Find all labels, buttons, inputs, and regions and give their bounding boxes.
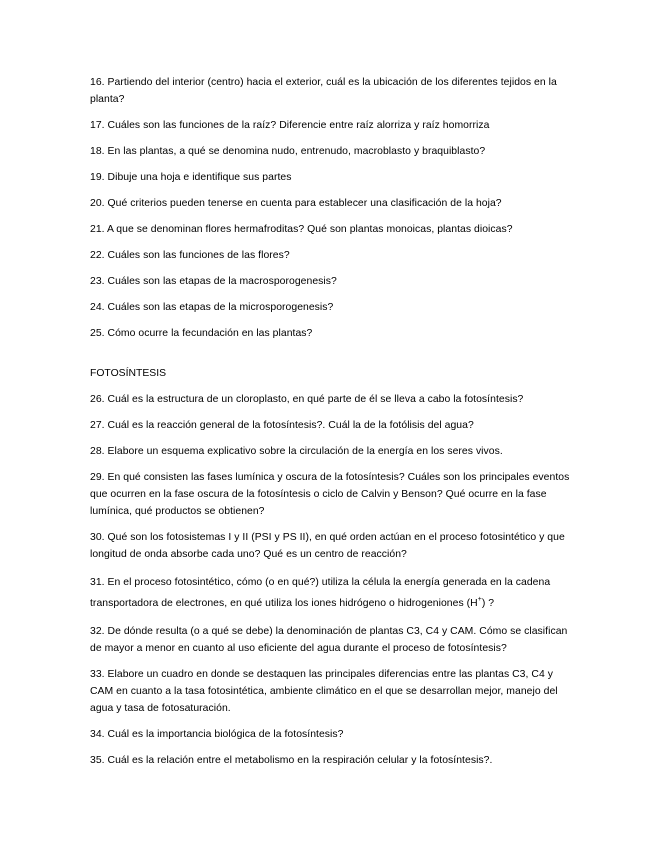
question-19: 19. Dibuje una hoja e identifique sus partes bbox=[90, 172, 292, 183]
question-22: 22. Cuáles son las funciones de las flores? bbox=[90, 250, 290, 261]
section-title-fotosintesis: FOTOSÍNTESIS bbox=[90, 368, 167, 379]
question-26: 26. Cuál es la estructura de un cloroplasto, en qué parte de él se lleva a cabo la fotosíntesis? bbox=[90, 394, 524, 405]
question-31 bbox=[90, 572, 575, 614]
question-21: 21. A que se denominan flores hermafroditas? Qué son plantas monoicas, plantas dioicas? bbox=[90, 224, 513, 235]
question-28: 28. Elabore un esquema explicativo sobre la circulación de la energía en los seres vivos. bbox=[90, 446, 503, 457]
question-30: 30. Qué son los fotosistemas I y II (PSI y PS II), en qué orden actúan en el proceso fotosintético y que longitud de onda absorbe cada uno? Qué es un centro de reacción? bbox=[90, 532, 565, 560]
question-16: 16. Partiendo del interior (centro) hacia el exterior, cuál es la ubicación de los diferentes tejidos en la planta? bbox=[90, 77, 557, 105]
question-20: 20. Qué criterios pueden tenerse en cuenta para establecer una clasificación de la hoja? bbox=[90, 198, 502, 209]
question-31-text: 31. En el proceso fotosintético, cómo (o en qué?) utiliza la célula la energía generada en la cadena transportadora de electrones, en qué utiliza los iones hidrógeno o hidrogeniones (H bbox=[90, 577, 551, 609]
question-31-end: ) ? bbox=[481, 598, 495, 609]
question-25: 25. Cómo ocurre la fecundación en las plantas? bbox=[90, 328, 313, 339]
question-18: 18. En las plantas, a qué se denomina nudo, entrenudo, macroblasto y braquiblasto? bbox=[90, 146, 486, 157]
question-32: 32. De dónde resulta (o a qué se debe) la denominación de plantas C3, C4 y CAM. Cómo se clasifican de mayor a menor en cuanto al uso eficiente del agua durante el proceso de fotosíntesis? bbox=[90, 626, 568, 654]
question-24: 24. Cuáles son las etapas de la microsporogenesis? bbox=[90, 302, 334, 313]
question-23: 23. Cuáles son las etapas de la macrosporogenesis? bbox=[90, 276, 337, 287]
question-29: 29. En qué consisten las fases lumínica y oscura de la fotosíntesis? Cuáles son los principales eventos que ocurren en la fase oscura de la fotosíntesis o ciclo de Calvin y Benson? Qué ocurre en la fase lumínica, qué productos se obtienen? bbox=[90, 472, 570, 517]
question-33: 33. Elabore un cuadro en donde se destaquen las principales diferencias entre las plantas C3, C4 y CAM en cuanto a la tasa fotosintética, ambiente climático en el que se desarrollan mejor, manejo del agua y tasa de fotosaturación. bbox=[90, 669, 558, 714]
question-34: 34. Cuál es la importancia biológica de la fotosíntesis? bbox=[90, 729, 344, 740]
question-27: 27. Cuál es la reacción general de la fotosíntesis?. Cuál la de la fotólisis del agua? bbox=[90, 420, 474, 431]
question-17: 17. Cuáles son las funciones de la raíz? Diferencie entre raíz alorriza y raíz homorriza bbox=[90, 120, 490, 131]
hydrogen-ion-superscript: + bbox=[477, 596, 482, 603]
question-35: 35. Cuál es la relación entre el metabolismo en la respiración celular y la fotosíntesis?. bbox=[90, 755, 493, 766]
